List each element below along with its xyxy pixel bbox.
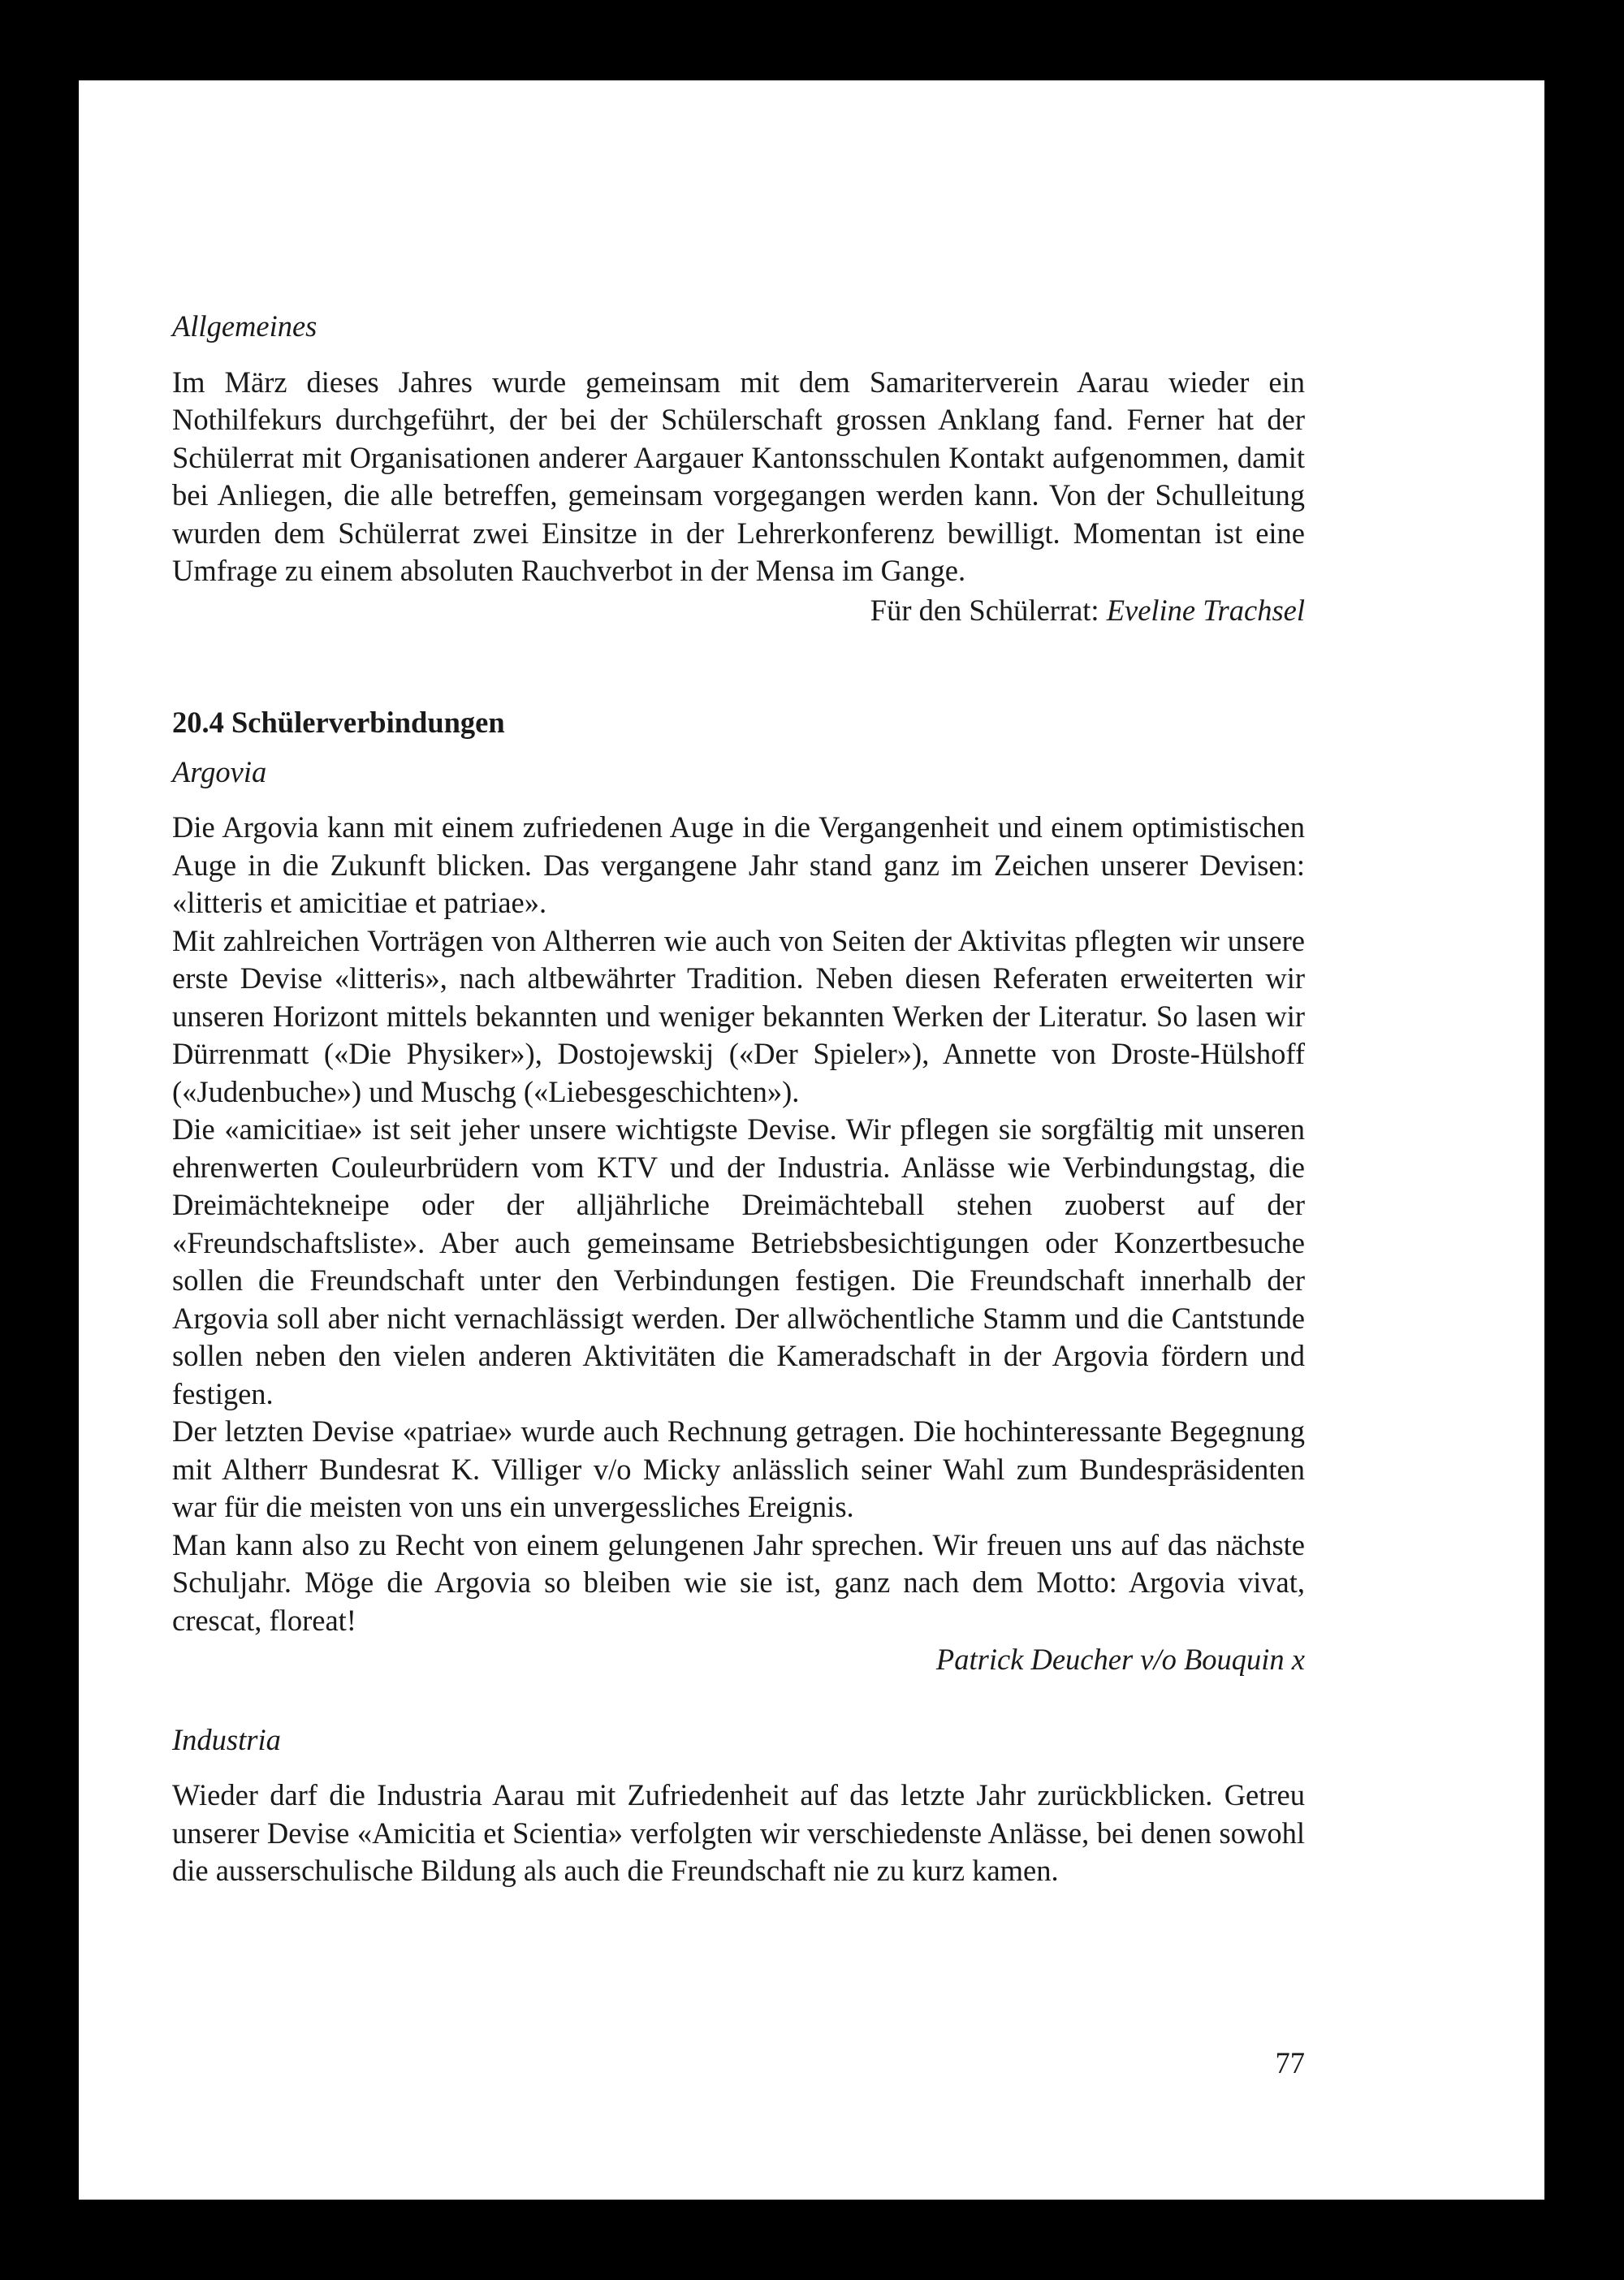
argovia-paragraph-4: Der letzten Devise «patriae» wurde auch Rechnung getragen. Die hochinteressante Begegnung mit Altherr Bundesrat K. Villiger v/o Micky anlässlich seiner Wahl zum Bundespräsidenten war für die meisten von uns ein unvergessliches Ereignis.	[172, 1414, 1305, 1523]
general-paragraph: Im März dieses Jahres wurde gemeinsam mit dem Samariterverein Aarau wieder ein Nothilfekurs durchgeführt, der bei der Schülerschaft grossen Anklang fand. Ferner hat der Schülerrat mit Organisationen anderer Aargauer Kantonsschulen Kontakt aufgenommen, damit bei Anliegen, die alle betreffen, gemeinsam vorgegangen werden kann. Von der Schulleitung wurden dem Schülerrat zwei Einsitze in der Lehrerkonferenz bewilligt. Momentan ist eine Umfrage zu einem absoluten Rauchverbot in der Mensa im Gange.	[172, 365, 1305, 587]
page-number: 77	[1275, 2046, 1305, 2079]
subsection-title-general: Allgemeines	[172, 309, 317, 343]
subsection-title-argovia: Argovia	[172, 754, 267, 788]
signature-prefix: Für den Schülerrat:	[870, 593, 1107, 627]
general-signature	[172, 592, 1305, 630]
argovia-paragraph-2: Mit zahlreichen Vorträgen von Altherren wie auch von Seiten der Aktivitas pflegten wir unsere erste Devise «litteris», nach altbewährter Tradition. Neben diesen Referaten erweiterten wir unseren Horizont mittels bekannten und weniger bekannten Werken der Literatur. So lasen wir Dürrenmatt («Die Physiker»), Dostojewskij («Der Spieler»), Annette von Droste-Hülshoff («Judenbuche») und Muschg («Liebesgeschichten»).	[172, 923, 1305, 1108]
subsection-title-industria: Industria	[172, 1722, 281, 1756]
industria-paragraph: Wieder darf die Industria Aarau mit Zufriedenheit auf das letzte Jahr zurückblicken. Getreu unserer Devise «Amicitia et Scientia» verfolgten wir verschiedenste Anlässe, bei denen sowohl die ausserschulische Bildung als auch die Freundschaft nie zu kurz kamen.	[172, 1778, 1305, 1887]
argovia-paragraph-3: Die «amicitiae» ist seit jeher unsere wichtigste Devise. Wir pflegen sie sorgfältig mit unseren ehrenwerten Couleurbrüdern vom KTV und der Industria. Anlässe wie Verbindungstag, die Dreimächtekneipe oder der alljährliche Dreimächteball stehen zuoberst auf der «Freundschaftsliste». Aber auch gemeinsame Betriebsbesichtigungen oder Konzertbesuche sollen die Freundschaft unter den Verbindungen festigen. Die Freundschaft innerhalb der Argovia soll aber nicht vernachlässigt werden. Der allwöchentliche Stamm und die Cantstunde sollen neben den vielen anderen Aktivitäten die Kameradschaft in der Argovia fördern und festigen.	[172, 1112, 1305, 1410]
argovia-paragraph-1: Die Argovia kann mit einem zufriedenen Auge in die Vergangenheit und einem optimistischen Auge in die Zukunft blicken. Das vergangene Jahr stand ganz im Zeichen unserer Devisen: «litteris et amicitiae et patriae».	[172, 810, 1305, 919]
argovia-paragraph-5: Man kann also zu Recht von einem gelungenen Jahr sprechen. Wir freuen uns auf das nächste Schuljahr. Möge die Argovia so bleiben wie sie ist, ganz nach dem Motto: Argovia vivat, crescat, floreat!	[172, 1527, 1305, 1637]
section-heading: 20.4 Schülerverbindungen	[172, 706, 505, 739]
signature-name: Eveline Trachsel	[1106, 593, 1305, 627]
argovia-signature: Patrick Deucher v/o Bouquin x	[935, 1643, 1305, 1676]
document-page	[79, 80, 1544, 2200]
page-content	[172, 227, 1305, 1890]
